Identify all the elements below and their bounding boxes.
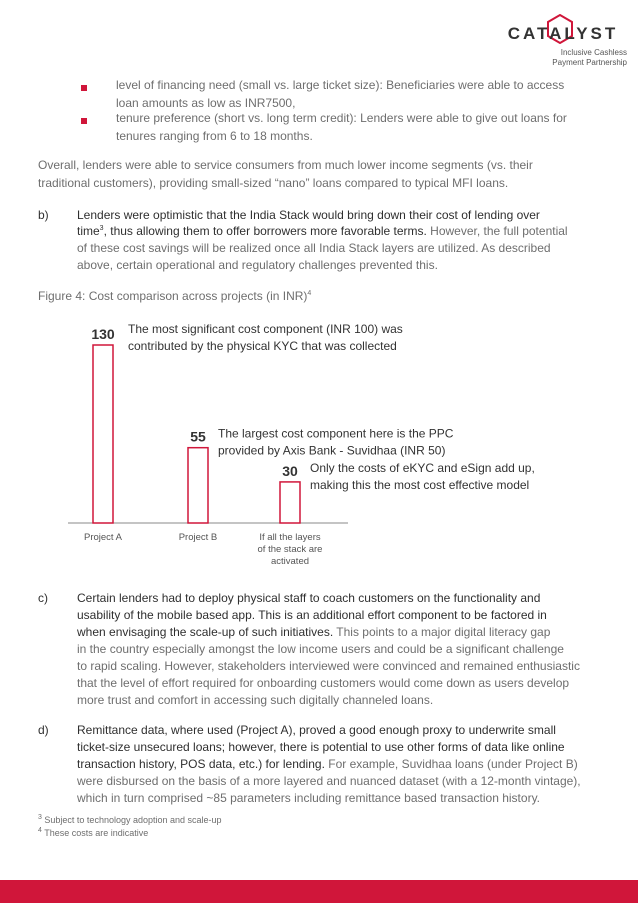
catalyst-logo	[503, 8, 625, 70]
tick-label-3-line-3: activated	[270, 556, 310, 567]
section-d-line-3-dark: transaction history, POS data, etc.) for lending.	[77, 757, 325, 771]
tick-label-3-line-2: of the stack are	[257, 544, 323, 555]
logo-subtitle-line1: Inclusive Cashless	[560, 48, 627, 57]
section-b-line-2-dark-b: , thus allowing them to offer borrowers more favorable terms.	[103, 224, 427, 238]
annotation-2-line-2: provided by Axis Bank - Suvidhaa (INR 50)	[218, 443, 446, 458]
footnote-3	[38, 815, 222, 825]
bar-3	[280, 482, 300, 523]
logo-wordmark: CATALYST	[507, 24, 619, 43]
section-d-line-4: were disbursed on the basis of a more layered and nuanced dataset (with a 12-month vintage),	[77, 774, 581, 788]
bullet-square-icon	[81, 118, 87, 124]
section-b-line-3: of these cost savings will be realized once all India Stack layers are utilized. As described	[77, 241, 551, 255]
overall-line-2: traditional customers), providing small-sized “nano” loans compared to typical MFI loans.	[38, 176, 509, 190]
footnote-4-number: 4	[38, 827, 42, 834]
section-b-line-2-dark-a: time	[77, 224, 100, 238]
section-c-line-3-light: This points to a major digital literacy gap	[333, 625, 551, 639]
section-d-line-1: Remittance data, where used (Project A), proved a good enough proxy to underwrite small	[77, 723, 556, 737]
section-b-line-4: above, certain operational and regulatory challenges prevented this.	[77, 258, 438, 272]
footnote-4-text: These costs are indicative	[41, 828, 149, 838]
section-c-line-1: Certain lenders had to deploy physical staff to coach customers on the functionality and	[77, 591, 541, 605]
section-c-line-5: to rapid scaling. However, stakeholders interviewed were convinced and remained enthusiastic	[77, 659, 580, 673]
section-c-letter: c)	[38, 591, 48, 605]
annotation-3-line-2: making this the most cost effective model	[310, 477, 530, 492]
section-b-line-2-light: However, the full potential	[426, 224, 568, 238]
data-label-1: 130	[91, 326, 115, 342]
bullet-2-line-2: tenures ranging from 6 to 18 months.	[116, 129, 313, 143]
data-label-2: 55	[190, 428, 206, 445]
tick-label-1-line-1: Project A	[83, 532, 123, 543]
footnote-ref-3: 3	[99, 225, 104, 232]
section-c-line-6: that the level of effort required for onboarding customers would come down as users develop	[77, 676, 570, 690]
section-c-line-3	[77, 623, 550, 641]
data-label-3: 30	[282, 462, 298, 479]
section-c-line-7: more trust and comfort in accessing such digitally channeled loans.	[77, 693, 434, 707]
bar-1	[93, 345, 113, 523]
section-b-line-2	[77, 222, 568, 240]
section-c-line-3-dark: when envisaging the scale-up of such initiatives.	[77, 625, 334, 639]
logo-subtitle-line2: Payment Partnership	[552, 58, 627, 67]
overall-line-1: Overall, lenders were able to service consumers from much lower income segments (vs. their	[38, 158, 533, 172]
bullet-2-line-1: tenure preference (short vs. long term credit): Lenders were able to give out loans for	[116, 111, 567, 125]
footnote-3-text: Subject to technology adoption and scale-up	[41, 815, 222, 825]
bullet-1-line-1: level of financing need (small vs. large ticket size): Beneficiaries were able to access	[116, 78, 565, 92]
figure-caption	[38, 287, 311, 305]
section-c-line-2: usability of the mobile based app. This is an additional effort component to be factored in	[77, 608, 547, 622]
figure-caption-text: Figure 4: Cost comparison across projects (in INR)	[38, 289, 308, 303]
annotation-2-line-1: The largest cost component here is the PPC	[218, 426, 454, 441]
section-d-letter: d)	[38, 723, 49, 737]
cost-comparison-chart	[68, 320, 568, 580]
section-d-line-3-light: For example, Suvidhaa loans (under Project B)	[324, 757, 578, 771]
annotation-3-line-1: Only the costs of eKYC and eSign add up,	[310, 460, 535, 475]
tick-label-3-line-1: If all the layers	[259, 532, 321, 543]
section-b-line-1: Lenders were optimistic that the India Stack would bring down their cost of lending over	[77, 208, 540, 222]
section-d-line-5: which in turn comprised ~85 parameters including remittance based transaction history.	[77, 791, 541, 805]
footnote-ref-4: 4	[307, 290, 312, 297]
footnote-4	[38, 828, 148, 838]
footnote-3-number: 3	[38, 814, 42, 821]
bar-2	[188, 448, 208, 523]
annotation-1-line-1: The most significant cost component (INR 100) was	[128, 322, 403, 336]
tick-label-2-line-1: Project B	[178, 532, 218, 543]
section-d-line-3	[77, 755, 578, 773]
footer-bar	[0, 880, 638, 903]
section-c-line-4: in the country especially amongst the low income users and could be a significant challenge	[77, 642, 564, 656]
bullet-1-line-2: loan amounts as low as INR7500,	[116, 96, 296, 110]
bullet-square-icon	[81, 85, 87, 91]
section-d-line-2: ticket-size unsecured loans; however, there is potential to use other forms of data like online	[77, 740, 565, 754]
annotation-1-line-2: contributed by the physical KYC that was collected	[128, 339, 397, 353]
section-b-letter: b)	[38, 208, 49, 222]
